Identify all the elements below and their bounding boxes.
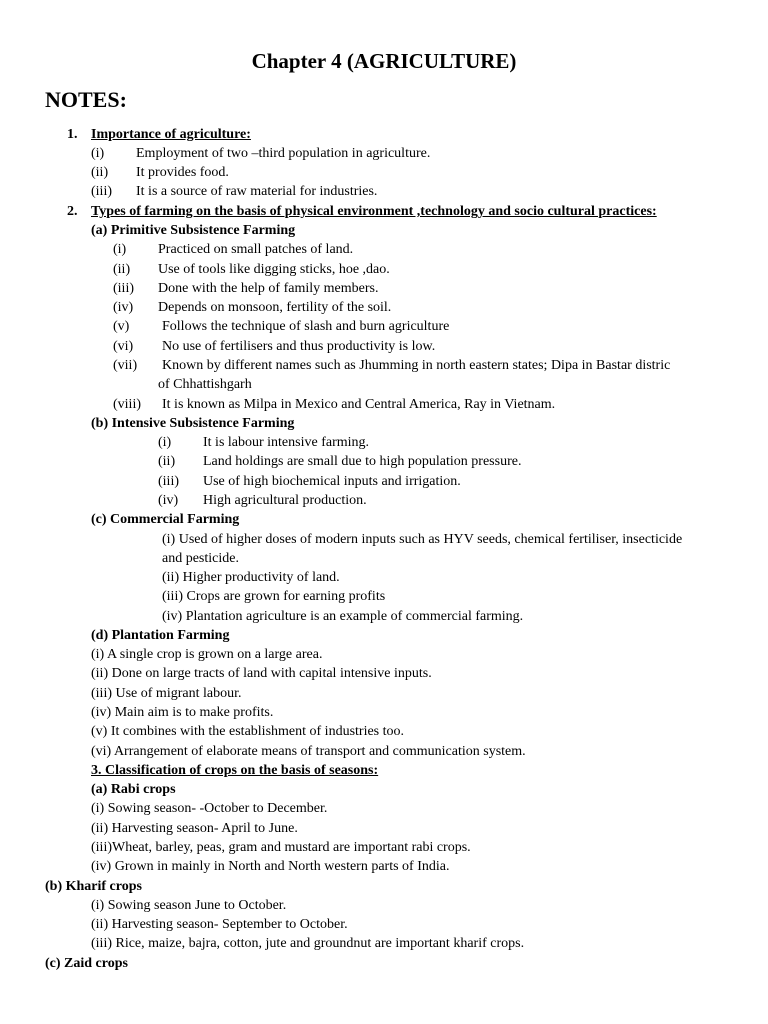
list-item: (ii) Harvesting season- September to October.: [91, 917, 348, 932]
subsection-c-heading: (c) Commercial Farming: [91, 512, 240, 527]
list-item: It is known as Milpa in Mexico and Central America, Ray in Vietnam.: [162, 397, 556, 412]
list-item: (i) Sowing season- -October to December.: [91, 801, 328, 816]
list-item: (i) A single crop is grown on a large area.: [91, 647, 323, 662]
list-item: (iii) Use of migrant labour.: [91, 686, 242, 701]
list-item-number: (vi): [113, 339, 134, 354]
list-item-number: (iii): [91, 184, 112, 199]
list-item-number: (i): [158, 435, 172, 450]
list-item-number: (i): [113, 242, 127, 257]
list-item: (i) Used of higher doses of modern inputs such as HYV seeds, chemical fertiliser, insecticide: [162, 532, 683, 547]
list-item-number: (viii): [113, 397, 141, 412]
section-1-number: 1.: [67, 127, 78, 142]
list-item: (ii) Higher productivity of land.: [162, 570, 340, 585]
list-item: Follows the technique of slash and burn agriculture: [162, 319, 450, 334]
list-item-number: (iv): [113, 300, 134, 315]
list-item: (iv) Grown in mainly in North and North western parts of India.: [91, 859, 450, 874]
subsection-a-heading: (a) Primitive Subsistence Farming: [91, 223, 296, 238]
subsection-b-heading: (b) Intensive Subsistence Farming: [91, 416, 295, 431]
list-item-continuation: and pesticide.: [162, 551, 239, 566]
list-item-continuation: of Chhattishgarh: [158, 377, 252, 392]
list-item: (iii)Wheat, barley, peas, gram and mustard are important rabi crops.: [91, 840, 471, 855]
list-item: (ii) Harvesting season- April to June.: [91, 821, 298, 836]
section-3-heading: 3. Classification of crops on the basis of seasons:: [91, 763, 379, 778]
list-item: (iv) Main aim is to make profits.: [91, 705, 274, 720]
rabi-heading: (a) Rabi crops: [91, 782, 176, 797]
list-item: Practiced on small patches of land.: [158, 242, 354, 257]
list-item: (v) It combines with the establishment of industries too.: [91, 724, 405, 739]
list-item-number: (iv): [158, 493, 179, 508]
list-item-number: (iii): [158, 474, 179, 489]
list-item: Known by different names such as Jhumming in north eastern states; Dipa in Bastar distric: [162, 358, 671, 373]
list-item: Depends on monsoon, fertility of the soil.: [158, 300, 392, 315]
section-2-number: 2.: [67, 204, 78, 219]
list-item: (iii) Crops are grown for earning profits: [162, 589, 386, 604]
list-item-number: (iii): [113, 281, 134, 296]
list-item: (vi) Arrangement of elaborate means of transport and communication system.: [91, 744, 526, 759]
list-item: It provides food.: [136, 165, 229, 180]
list-item: Use of high biochemical inputs and irrigation.: [203, 474, 461, 489]
list-item: (i) Sowing season June to October.: [91, 898, 287, 913]
list-item: Done with the help of family members.: [158, 281, 379, 296]
section-2-heading: Types of farming on the basis of physical environment ,technology and socio cultural practices:: [91, 204, 657, 219]
list-item-number: (ii): [113, 262, 131, 277]
list-item: (iv) Plantation agriculture is an example of commercial farming.: [162, 609, 524, 624]
zaid-heading: (c) Zaid crops: [45, 956, 128, 971]
list-item: It is labour intensive farming.: [203, 435, 370, 450]
subsection-d-heading: (d) Plantation Farming: [91, 628, 230, 643]
list-item: (iii) Rice, maize, bajra, cotton, jute and groundnut are important kharif crops.: [91, 936, 525, 951]
list-item: High agricultural production.: [203, 493, 367, 508]
list-item: Land holdings are small due to high population pressure.: [203, 454, 522, 469]
notes-heading: NOTES:: [45, 87, 127, 112]
kharif-heading: (b) Kharif crops: [45, 879, 142, 894]
list-item: It is a source of raw material for industries.: [136, 184, 378, 199]
list-item: Employment of two –third population in agriculture.: [136, 146, 431, 161]
list-item-number: (vii): [113, 358, 138, 373]
list-item: No use of fertilisers and thus productivity is low.: [162, 339, 436, 354]
list-item-number: (ii): [158, 454, 176, 469]
list-item-number: (i): [91, 146, 105, 161]
list-item: Use of tools like digging sticks, hoe ,dao.: [158, 262, 390, 277]
section-1-heading: Importance of agriculture:: [91, 127, 251, 142]
page-title: Chapter 4 (AGRICULTURE): [251, 49, 517, 73]
list-item: (ii) Done on large tracts of land with capital intensive inputs.: [91, 666, 432, 681]
list-item-number: (v): [113, 319, 130, 334]
list-item-number: (ii): [91, 165, 109, 180]
